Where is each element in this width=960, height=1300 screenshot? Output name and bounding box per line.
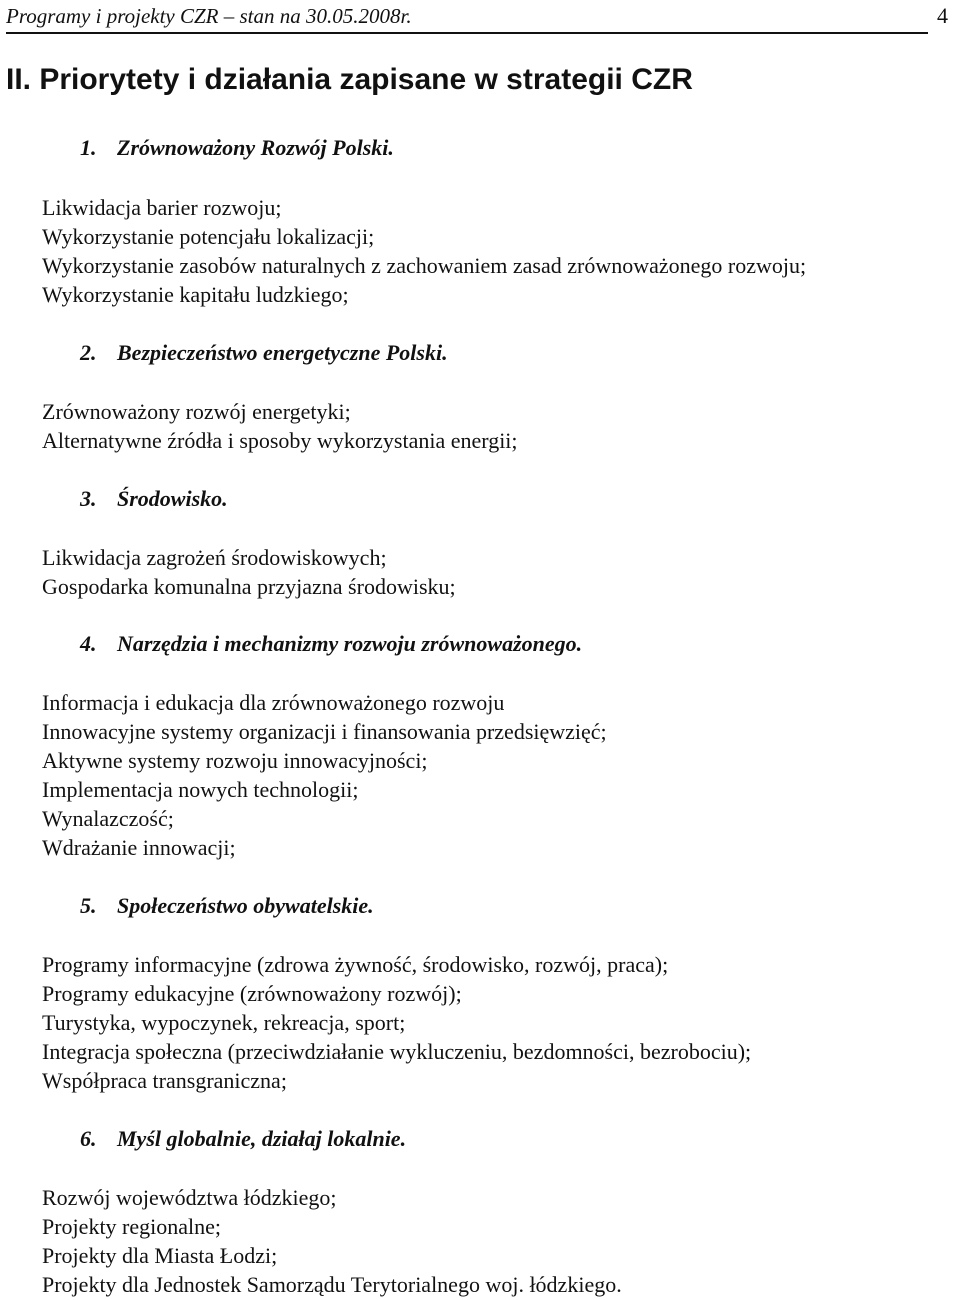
subheading-number: 2.	[80, 340, 97, 365]
subheading-title: Narzędzia i mechanizmy rozwoju zrównoważonego.	[117, 631, 583, 656]
list-item: Likwidacja barier rozwoju;	[42, 195, 282, 220]
list-item: Gospodarka komunalna przyjazna środowisku;	[42, 574, 456, 599]
header-text: Programy i projekty CZR – stan na 30.05.2008r.	[6, 4, 412, 28]
list-item: Wykorzystanie kapitału ludzkiego;	[42, 282, 349, 307]
section-title: II. Priorytety i działania zapisane w strategii CZR	[6, 63, 693, 96]
list-item: Integracja społeczna (przeciwdziałanie wykluczeniu, bezdomności, bezrobociu);	[42, 1039, 752, 1064]
subheading-title: Zrównoważony Rozwój Polski.	[117, 135, 394, 160]
list-item: Projekty regionalne;	[42, 1214, 222, 1239]
item-list-6	[42, 1183, 622, 1299]
subheading-number: 5.	[80, 893, 97, 918]
list-item: Projekty dla Jednostek Samorządu Terytorialnego woj. łódzkiego.	[42, 1272, 622, 1297]
list-item: Turystyka, wypoczynek, rekreacja, sport;	[42, 1010, 406, 1035]
list-item: Likwidacja zagrożeń środowiskowych;	[42, 545, 387, 570]
list-item: Programy informacyjne (zdrowa żywność, środowisko, rozwój, praca);	[42, 952, 669, 977]
list-item: Informacja i edukacja dla zrównoważonego rozwoju	[42, 690, 505, 715]
subheading-6	[80, 1125, 406, 1153]
list-item: Wdrażanie innowacji;	[42, 835, 236, 860]
list-item: Aktywne systemy rozwoju innowacyjności;	[42, 748, 428, 773]
list-item: Alternatywne źródła i sposoby wykorzystania energii;	[42, 428, 518, 453]
subheading-title: Środowisko.	[117, 486, 228, 511]
item-list-1	[42, 193, 806, 309]
subheading-title: Społeczeństwo obywatelskie.	[117, 893, 374, 918]
subheading-number: 3.	[80, 486, 97, 511]
subheading-2	[80, 339, 448, 367]
list-item: Programy edukacyjne (zrównoważony rozwój);	[42, 981, 462, 1006]
item-list-5	[42, 950, 751, 1095]
subheading-title: Myśl globalnie, działaj lokalnie.	[117, 1126, 407, 1151]
item-list-4	[42, 688, 607, 862]
item-list-3	[42, 543, 456, 601]
list-item: Wykorzystanie zasobów naturalnych z zachowaniem zasad zrównoważonego rozwoju;	[42, 253, 807, 278]
list-item: Współpraca transgraniczna;	[42, 1068, 287, 1093]
list-item: Implementacja nowych technologii;	[42, 777, 359, 802]
page-number: 4	[937, 3, 948, 28]
subheading-number: 4.	[80, 631, 97, 656]
item-list-2	[42, 397, 518, 455]
list-item: Wynalazczość;	[42, 806, 174, 831]
subheading-4	[80, 630, 582, 658]
list-item: Projekty dla Miasta Łodzi;	[42, 1243, 278, 1268]
page-header	[6, 3, 948, 34]
subheading-5	[80, 892, 374, 920]
list-item: Zrównoważony rozwój energetyki;	[42, 399, 351, 424]
list-item: Rozwój województwa łódzkiego;	[42, 1185, 337, 1210]
subheading-number: 1.	[80, 135, 97, 160]
list-item: Innowacyjne systemy organizacji i finansowania przedsięwzięć;	[42, 719, 607, 744]
subheading-title: Bezpieczeństwo energetyczne Polski.	[117, 340, 448, 365]
list-item: Wykorzystanie potencjału lokalizacji;	[42, 224, 375, 249]
subheading-1	[80, 134, 394, 162]
subheading-number: 6.	[80, 1126, 97, 1151]
subheading-3	[80, 485, 228, 513]
